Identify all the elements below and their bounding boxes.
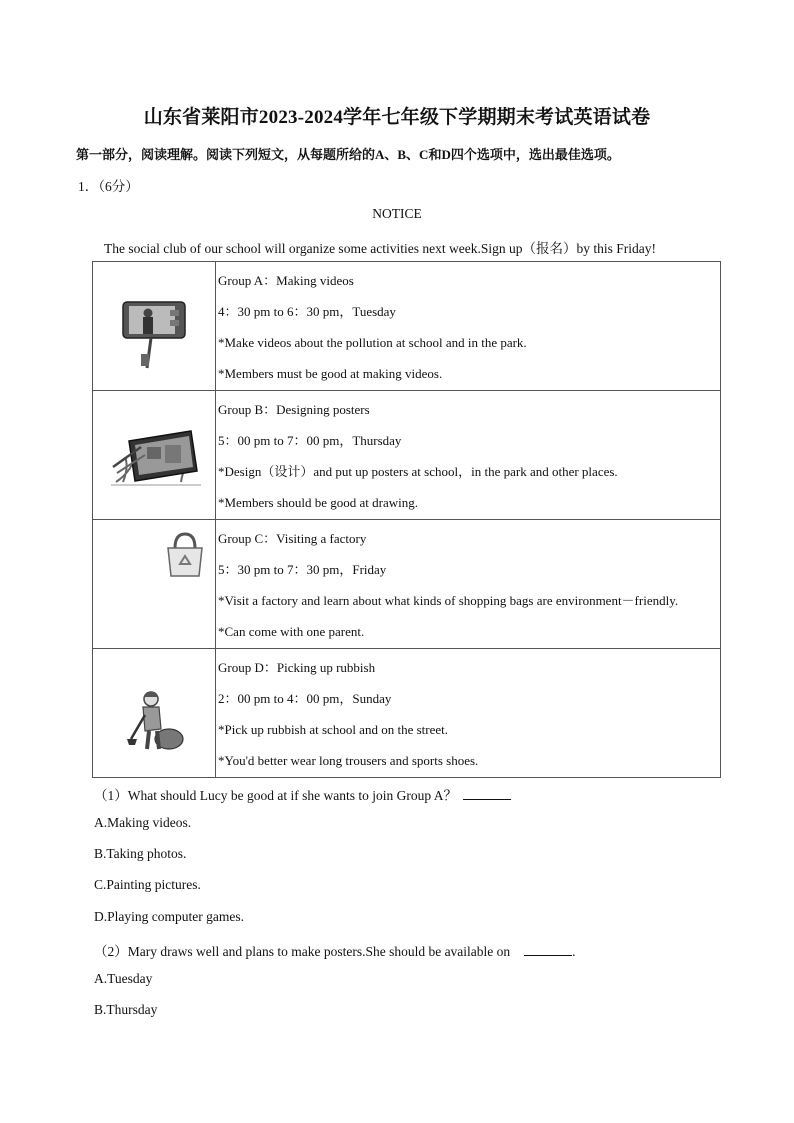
group-row-a bbox=[93, 262, 721, 391]
question-1-stem: （1）What should Lucy be good at if she wants to join Group A？ bbox=[94, 788, 457, 803]
group-d-time: 2：00 pm to 4：00 pm，Sunday bbox=[218, 691, 392, 706]
group-d-note-2: *You'd better wear long trousers and sports shoes. bbox=[218, 753, 479, 768]
question-2-option-b: B.Thursday bbox=[94, 1002, 158, 1017]
group-c-info bbox=[216, 520, 721, 649]
question-2-stem-line: （2）Mary draws well and plans to make posters.She should be available on . bbox=[94, 944, 576, 959]
group-a-time: 4：30 pm to 6：30 pm，Tuesday bbox=[218, 304, 396, 319]
group-b-info bbox=[216, 391, 721, 520]
video-phone-icon bbox=[121, 294, 191, 369]
group-a-name: Group A：Making videos bbox=[218, 273, 354, 288]
answer-blank[interactable] bbox=[524, 943, 572, 956]
group-b-note-1: *Design（设计）and put up posters at school，in the park and other places. bbox=[218, 464, 618, 479]
group-d-info bbox=[216, 649, 721, 778]
question-1-stem-line bbox=[94, 784, 511, 804]
group-a-image-cell bbox=[93, 262, 216, 391]
group-d-name: Group D：Picking up rubbish bbox=[218, 660, 376, 675]
group-c-time: 5：30 pm to 7：30 pm，Friday bbox=[218, 562, 387, 577]
group-c-note-1: *Visit a factory and learn about what kinds of shopping bags are environment－friendly. bbox=[218, 593, 679, 608]
tablet-drawing-icon bbox=[111, 427, 201, 487]
section-instruction: 第一部分，阅读理解。阅读下列短文，从每题所给的A、B、C和D四个选项中，选出最佳选项。 bbox=[76, 147, 620, 162]
question-1-option-d: D.Playing computer games. bbox=[94, 909, 244, 924]
group-row-c bbox=[93, 520, 721, 649]
question-1-option-b: B.Taking photos. bbox=[94, 846, 187, 861]
group-row-d bbox=[93, 649, 721, 778]
group-c-image-cell bbox=[93, 520, 216, 649]
group-d-note-1: *Pick up rubbish at school and on the street. bbox=[218, 722, 448, 737]
notice-heading: NOTICE bbox=[372, 206, 422, 221]
group-b-image-cell bbox=[93, 391, 216, 520]
recycle-bag-icon bbox=[165, 530, 205, 578]
group-row-b bbox=[93, 391, 721, 520]
group-b-name: Group B：Designing posters bbox=[218, 402, 370, 417]
notice-intro: The social club of our school will organize some activities next week.Sign up（报名）by this Friday! bbox=[104, 241, 657, 256]
rubbish-picker-icon bbox=[125, 689, 185, 753]
question-1-option-a: A.Making videos. bbox=[94, 815, 192, 830]
question-2-stem: （2）Mary draws well and plans to make posters.She should be available on bbox=[94, 944, 511, 959]
group-c-note-2: *Can come with one parent. bbox=[218, 624, 365, 639]
answer-blank[interactable] bbox=[463, 787, 511, 800]
group-a-info bbox=[216, 262, 721, 391]
group-b-note-2: *Members should be good at drawing. bbox=[218, 495, 419, 510]
group-c-name: Group C：Visiting a factory bbox=[218, 531, 367, 546]
question-2-option-a: A.Tuesday bbox=[94, 971, 153, 986]
group-a-note-1: *Make videos about the pollution at school and in the park. bbox=[218, 335, 527, 350]
page-title: 山东省莱阳市2023-2024学年七年级下学期期末考试英语试卷 bbox=[143, 107, 651, 128]
groups-table bbox=[92, 261, 721, 778]
group-a-note-2: *Members must be good at making videos. bbox=[218, 366, 443, 381]
question-1-option-c: C.Painting pictures. bbox=[94, 877, 201, 892]
group-b-time: 5：00 pm to 7：00 pm，Thursday bbox=[218, 433, 402, 448]
group-d-image-cell bbox=[93, 649, 216, 778]
question-number: 1．（6分） bbox=[78, 179, 139, 194]
